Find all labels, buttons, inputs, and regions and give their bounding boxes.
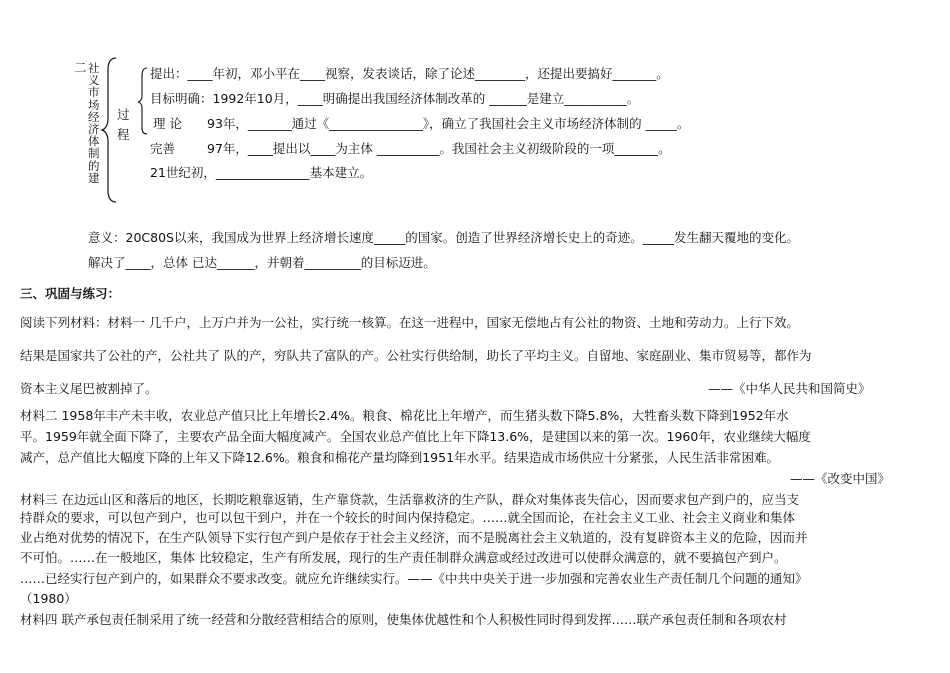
significance-line-2: 解决了____，总体 已达______，并朝着_________的目标迈进。	[88, 255, 436, 270]
outline-row-theory: 93年，_______通过《_______________》，确立了我国社会主义市场经济体制的 _____。	[207, 116, 690, 131]
material-3-line-4: 不可怕。……在一般地区，集体 比较稳定，生产有所发展，现行的生产责任制群众满意或经过改进可以使群众满意的，就不要搞包产到户。	[20, 550, 787, 565]
outline-row-21c: 21世纪初，_______________基本建立。	[150, 165, 373, 180]
section-heading: 三、巩固与练习：	[20, 286, 121, 301]
material-3-line-5: ……已经实行包产到户的，如果群众不要求改变。就应允许继续实行。——《中共中央关于进一步加强和完善农业生产责任制几个问题的通知》	[20, 571, 808, 586]
material-3-line-1: 材料三 在边远山区和落后的地区，长期吃粮靠返销，生产靠贷款，生活靠救济的生产队，群众对集体丧失信心，因而要求包产到户的，应当支	[20, 492, 799, 507]
outline-row3-label: 理 论	[153, 116, 182, 131]
outline-row-goal: 目标明确：1992年10月，____明确提出我国经济体制改革的 ______是建立__________。	[150, 91, 640, 106]
inner-brace	[136, 66, 150, 136]
outline-row-improve: 97年，____提出以____为主体 __________。我国社会主义初级阶段的一项_______。	[207, 141, 671, 156]
material-3-line-3: 业占绝对优势的情况下，在生产队领导下实行包产到户是依存于社会主义经济，而不是脱离社会主义轨道的，没有复辟资本主义的危险，因而并	[20, 530, 808, 545]
outline-marker: 二	[74, 60, 87, 75]
material-3-line-2: 持群众的要求，可以包产到户，也可以包干到户，并在一个较长的时间内保持稳定。……就全国而论，在社会主义工业、社会主义商业和集体	[20, 510, 796, 525]
material-2-line-2: 平。1959年就全面下降了，主要农产品全面大幅度减产。全国农业总产值比上年下降13.6%，是建国以来的第一次。1960年，农业继续大幅度	[20, 429, 811, 444]
vertical-section-title: 社义市场经济体制的建	[88, 61, 100, 185]
significance-line-1: 意义：20C80S以来，我国成为世界上经济增长速度_____的国家。创造了世界经济增长史上的奇迹。_____发生翻天覆地的变化。	[88, 230, 799, 245]
material-1-line-1: 阅读下列材料：材料一 几千户，上万户并为一公社，实行统一核算。在这一进程中，国家无偿地占有公社的物资、土地和劳动力。上行下效。	[20, 315, 799, 330]
material-2-source: ——《改变中国》	[790, 471, 891, 486]
material-1-line-2: 结果是国家共了公社的产，公社共了 队的产，穷队共了富队的产。公社实行供给制，助长了平均主义。自留地、家庭副业、集市贸易等，都作为	[20, 348, 812, 363]
material-2-line-3: 减产，总产值比大幅度下降的上年又下降12.6%。粮食和棉花产量均降到1951年水平。结果造成市场供应十分紧张，人民生活非常困难。	[20, 450, 780, 465]
material-1-line-3: 资本主义尾巴被割掉了。	[20, 381, 158, 396]
outline-row-proposal: 提出：____年初，邓小平在____视察，发表谈话，除了论述________，还提出要搞好_______。	[150, 66, 669, 81]
material-3-line-6: （1980）	[20, 591, 77, 606]
material-4-line-1: 材料四 联产承包责任制采用了统一经营和分散经营相结合的原则，使集体优越性和个人积极性同时得到发挥……联产承包责任制和各项农村	[20, 612, 787, 627]
material-1-source: ——《中华人民共和国简史》	[708, 381, 871, 396]
process-label-2: 程	[117, 127, 130, 142]
outline-row4-label: 完善	[150, 141, 176, 156]
process-label-1: 过	[117, 107, 130, 122]
material-2-line-1: 材料二 1958年丰产未丰收，农业总产值只比上年增长2.4%。粮食、棉花比上年增产，而生猪头数下降5.8%，大牲畜头数下降到1952年水	[20, 408, 789, 423]
